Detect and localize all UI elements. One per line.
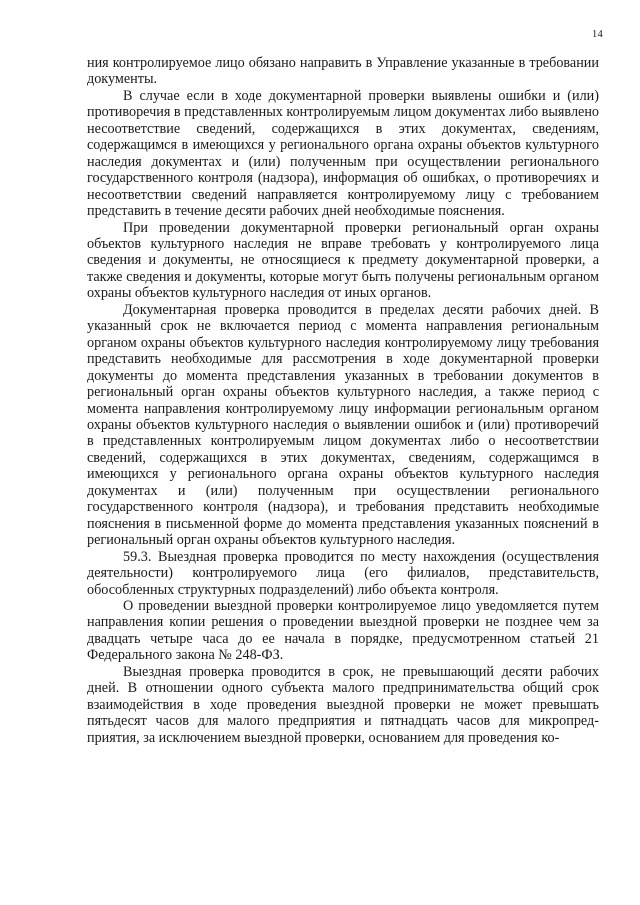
paragraph-errors-contradictions: В случае если в ходе документарной проверки выявлены ошибки и (или) противоречия в представленных контролируемым лицом документах либо выявлено несоответствие сведений, содержащихся в этих документах, сведениям, содержащимся в имеющихся у регионального органа охраны объектов культурного наследия документах и (или) полученным при осуществлении регионального государственного контроля (надзора), информация об ошибках, о противоречиях и несоответствии сведений направляется контролируемому лицу с требованием представить в течение десяти рабочих дней необходимые пояснения.	[87, 87, 600, 220]
paragraph-documentary-check-term: Документарная проверка проводится в пределах десяти рабочих дней. В указанный срок не включается период с момента направления региональным органом охраны объектов культурного наследия контролируемому лицу требования представить необходимые для рассмотрения в ходе документарной проверки документы до момента представления указанных в требовании документов в региональный орган охраны объектов культурного наследия, а также период с момента направления контролируемому лицу информации региональным органом охраны объектов культурного наследия о выявлении ошибок и (или) противоречий в представленных контролируемым лицом документах либо о несоответствии сведений, содержащихся в этих документах, сведениям, содержащимся в имеющихся у регионального органа охраны объектов культурного наследия документах и (или) полученным при осуществлении регионального государственного контроля (надзора), и требования представить необходимые пояснения в письменной форме до момента представления указанных пояснений в региональный орган охраны объектов культурного наследия.	[87, 301, 599, 549]
paragraph-field-check-term: Выездная проверка проводится в срок, не превышающий десяти рабочих дней. В отношении одного субъекта малого предпринимательства общий срок взаимодействия в ходе проведения выездной проверки не может превышать пятьдесят часов для малого предприятия и пятнадцать часов для микропредприятия, за исключением выездной проверки, основанием для проведения ко-	[87, 663, 599, 746]
paragraph-clause-59-3: 59.3. Выездная проверка проводится по месту нахождения (осуществления деятельности) контролируемого лица (его филиалов, представительств, обособленных структурных подразделений) либо объекта контроля.	[87, 548, 599, 598]
paragraph-continuation: ния контролируемое лицо обязано направить в Управление указанные в требовании документы.	[87, 55, 599, 88]
paragraph-field-check-notice: О проведении выездной проверки контролируемое лицо уведомляется путем направления копии решения о проведении выездной проверки не позднее чем за двадцать четыре часа до ее начала в порядке, предусмотренном статьей 21 Федерального закона № 248-ФЗ.	[87, 597, 599, 664]
page-number: 14	[592, 29, 603, 40]
body-text	[87, 55, 599, 746]
paragraph-no-extra-requests: При проведении документарной проверки региональный орган охраны объектов культурного наследия не вправе требовать у контролируемого лица сведения и документы, не относящиеся к предмету документарной проверки, а также сведения и документы, которые могут быть получены региональным органом охраны объектов культурного наследия от иных органов.	[87, 219, 599, 302]
